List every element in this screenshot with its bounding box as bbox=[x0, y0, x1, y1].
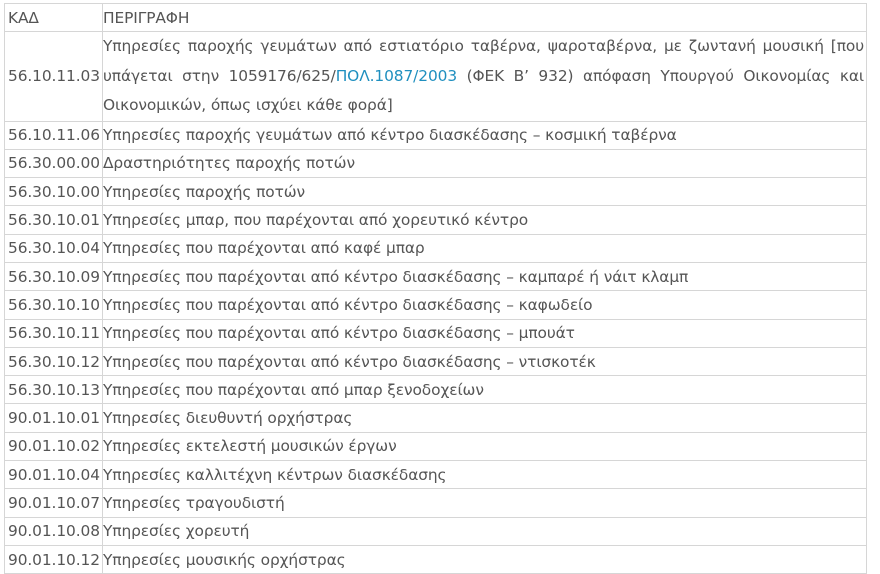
row-description: Υπηρεσίες παροχής ποτών bbox=[103, 178, 867, 206]
table-row bbox=[5, 404, 867, 432]
table-row bbox=[5, 32, 867, 122]
table-header-row bbox=[5, 4, 867, 32]
table-row bbox=[5, 149, 867, 177]
table-row bbox=[5, 461, 867, 489]
row-description: Δραστηριότητες παροχής ποτών bbox=[103, 149, 867, 177]
table-row bbox=[5, 489, 867, 517]
row-description bbox=[103, 32, 867, 122]
row-code: 90.01.10.04 bbox=[5, 461, 103, 489]
row-description: Υπηρεσίες που παρέχονται από μπαρ ξενοδοχείων bbox=[103, 376, 867, 404]
row-code: 90.01.10.02 bbox=[5, 432, 103, 460]
row-description: Υπηρεσίες που παρέχονται από καφέ μπαρ bbox=[103, 234, 867, 262]
row-description: Υπηρεσίες που παρέχονται από κέντρο διασκέδασης – καφωδείο bbox=[103, 291, 867, 319]
row-description: Υπηρεσίες που παρέχονται από κέντρο διασκέδασης – καμπαρέ ή νάιτ κλαμπ bbox=[103, 262, 867, 290]
row-code: 56.30.10.13 bbox=[5, 376, 103, 404]
table-row bbox=[5, 517, 867, 545]
row-code: 56.10.11.03 bbox=[5, 32, 103, 122]
table-row bbox=[5, 432, 867, 460]
kad-table bbox=[4, 3, 867, 574]
row-code: 56.30.10.11 bbox=[5, 319, 103, 347]
table-row bbox=[5, 121, 867, 149]
row-code: 56.30.10.09 bbox=[5, 262, 103, 290]
table-row bbox=[5, 347, 867, 375]
kad-table-container bbox=[4, 3, 866, 574]
row-code: 56.30.10.10 bbox=[5, 291, 103, 319]
row-description: Υπηρεσίες μπαρ, που παρέχονται από χορευτικό κέντρο bbox=[103, 206, 867, 234]
row-code: 56.10.11.06 bbox=[5, 121, 103, 149]
row-code: 56.30.00.00 bbox=[5, 149, 103, 177]
row-code: 56.30.10.01 bbox=[5, 206, 103, 234]
row-description: Υπηρεσίες που παρέχονται από κέντρο διασκέδασης – μπουάτ bbox=[103, 319, 867, 347]
table-row bbox=[5, 319, 867, 347]
row-description: Υπηρεσίες που παρέχονται από κέντρο διασκέδασης – ντισκοτέκ bbox=[103, 347, 867, 375]
header-description: ΠΕΡΙΓΡΑΦΗ bbox=[103, 4, 867, 32]
row-code: 56.30.10.12 bbox=[5, 347, 103, 375]
description-text-before-link: Υπηρεσίες παροχής γευμάτων από εστιατόριο ταβέρνα, ψαροταβέρνα, με ζωντανή μουσική [που υπάγεται στην 1059176/625/ bbox=[103, 37, 864, 85]
row-code: 90.01.10.07 bbox=[5, 489, 103, 517]
table-row bbox=[5, 206, 867, 234]
row-description: Υπηρεσίες παροχής γευμάτων από κέντρο διασκέδασης – κοσμική ταβέρνα bbox=[103, 121, 867, 149]
table-row bbox=[5, 234, 867, 262]
row-description: Υπηρεσίες εκτελεστή μουσικών έργων bbox=[103, 432, 867, 460]
header-code: ΚΑΔ bbox=[5, 4, 103, 32]
table-row bbox=[5, 178, 867, 206]
pol-1087-2003-link[interactable]: ΠΟΛ.1087/2003 bbox=[335, 66, 458, 85]
row-code: 90.01.10.08 bbox=[5, 517, 103, 545]
row-description: Υπηρεσίες τραγουδιστή bbox=[103, 489, 867, 517]
row-code: 90.01.10.01 bbox=[5, 404, 103, 432]
row-code: 56.30.10.00 bbox=[5, 178, 103, 206]
row-code: 56.30.10.04 bbox=[5, 234, 103, 262]
table-row bbox=[5, 262, 867, 290]
row-description: Υπηρεσίες διευθυντή ορχήστρας bbox=[103, 404, 867, 432]
table-row bbox=[5, 291, 867, 319]
description-text-after-link: (ΦΕΚ Β’ 932) απόφαση Υπουργού Οικονομίας και Οικονομικών, όπως ισχύει κάθε φορά] bbox=[103, 66, 864, 114]
row-description: Υπηρεσίες καλλιτέχνη κέντρων διασκέδασης bbox=[103, 461, 867, 489]
row-code: 90.01.10.12 bbox=[5, 545, 103, 573]
table-row bbox=[5, 376, 867, 404]
row-description: Υπηρεσίες μουσικής ορχήστρας bbox=[103, 545, 867, 573]
row-description: Υπηρεσίες χορευτή bbox=[103, 517, 867, 545]
